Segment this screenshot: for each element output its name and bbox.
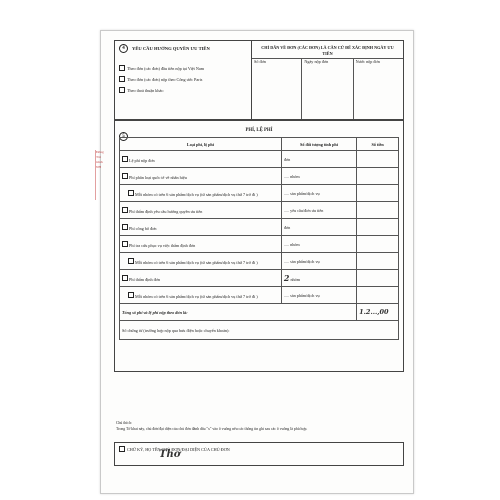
fees-section (114, 120, 404, 372)
column-country: Nước nộp đơn (353, 59, 403, 119)
checkbox-icon[interactable] (119, 76, 125, 82)
total-amount (357, 304, 399, 321)
fee-name: Mỗi nhóm có trên 6 sản phẩm/dịch vụ (từ sản phẩm/dịch vụ thứ 7 trở đi ) (135, 293, 258, 299)
count-unit: nhóm (290, 277, 300, 282)
option-label: Theo đơn (các đơn) nộp theo Công ước Paris (127, 76, 203, 82)
fee-name: Phí thẩm định yêu cầu hưởng quyền ưu tiên (129, 208, 203, 214)
margin-stub-text: NH (96, 165, 102, 169)
voucher-row (120, 321, 399, 340)
fee-label[interactable] (120, 185, 282, 202)
signature-box (114, 442, 404, 466)
fee-name: Mỗi nhóm có trên 6 sản phẩm/dịch vụ (từ sản phẩm/dịch vụ thứ 7 trở đi ) (135, 191, 258, 197)
priority-option[interactable] (119, 65, 204, 71)
header-fee-type: Loại phí, lệ phí (120, 138, 282, 151)
fee-amount (357, 287, 399, 304)
fee-amount (357, 151, 399, 168)
column-app-number: Số đơn (252, 59, 302, 119)
fee-count: ..... sản phẩm/dịch vụ (281, 287, 356, 304)
checkbox-icon[interactable] (119, 446, 125, 452)
fee-count: đơn (281, 219, 356, 236)
total-row (120, 304, 399, 321)
checkbox-icon[interactable] (122, 207, 128, 213)
option-label: Theo thoả thuận khác: (127, 87, 165, 93)
header-amount: Số tiền (357, 138, 399, 151)
section-number: 5 (119, 132, 128, 141)
voucher-label: Số chứng từ (trường hợp nộp qua bưu điện hoặc chuyển khoản): (120, 321, 399, 340)
checkbox-icon[interactable] (122, 275, 128, 281)
fee-amount (357, 168, 399, 185)
priority-options (115, 41, 252, 119)
section-title: YÊU CẦU HƯỞNG QUYỀN ƯU TIÊN (132, 46, 210, 51)
priority-section (114, 40, 404, 120)
priority-option[interactable] (119, 87, 164, 93)
fee-name: Phí công bố đơn (129, 225, 157, 231)
signature-handwriting: Thơ (159, 449, 181, 460)
signature-label: CHỮ KÝ, HỌ TÊN CHỦ ĐƠN/ĐẠI DIỆN CỦA CHỦ ĐƠN (127, 446, 230, 452)
fee-amount (357, 202, 399, 219)
table-row (120, 253, 399, 270)
checkbox-icon[interactable] (128, 292, 134, 298)
table-row (120, 151, 399, 168)
table-row (120, 219, 399, 236)
table-row (120, 185, 399, 202)
table-row (120, 236, 399, 253)
handwritten-total: 1.2...,00 (359, 308, 389, 316)
priority-option[interactable] (119, 76, 202, 82)
checkbox-icon[interactable] (122, 224, 128, 230)
checkbox-icon[interactable] (122, 173, 128, 179)
notes-title: Chú thích: (116, 421, 132, 425)
fee-count: ..... yêu cầu/đơn ưu tiên (281, 202, 356, 219)
margin-stub (95, 150, 106, 200)
fee-name: Mỗi nhóm có trên 6 sản phẩm/dịch vụ (từ sản phẩm/dịch vụ thứ 7 trở đi ) (135, 259, 258, 265)
fee-count: đơn (281, 151, 356, 168)
table-row (120, 270, 399, 287)
fee-label[interactable] (120, 219, 282, 236)
fee-amount (357, 236, 399, 253)
table-row (120, 287, 399, 304)
priority-header (119, 44, 210, 53)
fee-name: Phí phân loại quốc tế về nhãn hiệu (129, 174, 187, 180)
fee-amount (357, 185, 399, 202)
total-label: Tổng số phí và lệ phí nộp theo đơn là: (120, 304, 357, 321)
table-row (120, 202, 399, 219)
fee-amount (357, 270, 399, 287)
fee-count: ..... sản phẩm/dịch vụ (281, 185, 356, 202)
fee-amount (357, 219, 399, 236)
fee-label[interactable] (120, 270, 282, 287)
checkbox-icon[interactable] (128, 190, 134, 196)
section-title: PHÍ, LỆ PHÍ (245, 128, 273, 133)
table-header (120, 138, 399, 151)
section-number: 4 (119, 44, 128, 53)
fee-name: Lệ phí nộp đơn (129, 157, 155, 163)
header-count: Số đối tượng tính phí (281, 138, 356, 151)
fee-count (281, 270, 356, 287)
margin-stub-text: trình (96, 160, 103, 164)
fee-count: ..... sản phẩm/dịch vụ (281, 253, 356, 270)
priority-reference (252, 41, 403, 119)
table-row (120, 168, 399, 185)
checkbox-icon[interactable] (122, 156, 128, 162)
fee-count: ..... nhóm (281, 236, 356, 253)
checkbox-icon[interactable] (128, 258, 134, 264)
checkbox-icon[interactable] (119, 87, 125, 93)
option-label: Theo đơn (các đơn) đầu tiên nộp tại Việt Nam (127, 65, 205, 71)
notes-text: Trong Tờ khai này, chủ đơn/đại diện của chủ đơn đánh dấu "x" vào ô vuông nếu các thông tin ghi sau các ô vuông là phù hợp. (116, 427, 308, 431)
fee-label[interactable] (120, 202, 282, 219)
fee-table (119, 137, 399, 340)
fee-label[interactable] (120, 236, 282, 253)
fee-label[interactable] (120, 287, 282, 304)
margin-stub-text: Tải (96, 155, 101, 159)
fee-name: Phí thẩm định đơn (129, 276, 160, 282)
margin-stub-text: Đông (96, 150, 104, 154)
fee-label[interactable] (120, 253, 282, 270)
checkbox-icon[interactable] (122, 241, 128, 247)
handwritten-count: 2 (283, 273, 290, 283)
fee-count: ..... nhóm (281, 168, 356, 185)
fee-label[interactable] (120, 168, 282, 185)
fee-name: Phí tra cứu phục vụ việc thẩm định đơn (129, 242, 196, 248)
fee-amount (357, 253, 399, 270)
notes (116, 420, 401, 432)
column-filing-date: Ngày nộp đơn (302, 59, 353, 119)
reference-title: CHỈ DẪN VỀ ĐƠN (CÁC ĐƠN) LÀ CĂN CỨ ĐỂ XÁC ĐỊNH NGÀY ƯU TIÊN (261, 45, 394, 56)
fee-label[interactable] (120, 151, 282, 168)
checkbox-icon[interactable] (119, 65, 125, 71)
